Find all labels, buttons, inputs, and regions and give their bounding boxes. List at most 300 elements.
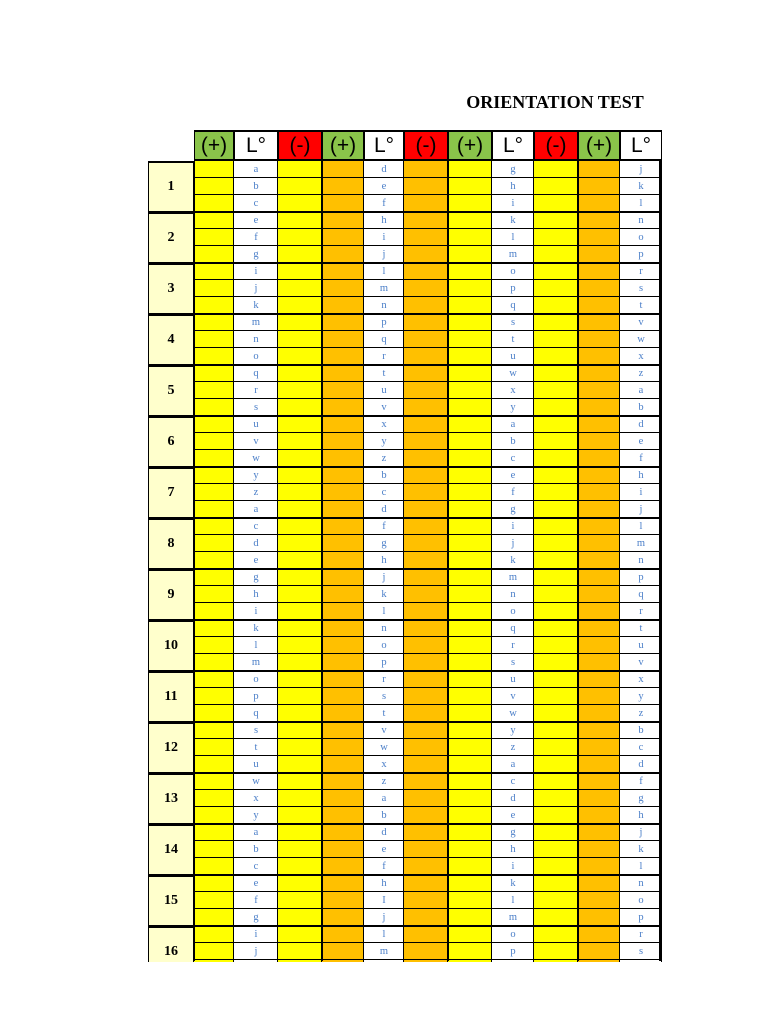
letter-label: j — [639, 827, 643, 838]
answer-cell — [278, 892, 322, 909]
letter-label: l — [639, 198, 643, 209]
letter-label: n — [638, 878, 644, 889]
letter-label: e — [638, 436, 644, 447]
letter-label: j — [382, 912, 386, 923]
answer-cell — [278, 348, 322, 365]
letter-label: m — [251, 657, 261, 668]
letter-label: i — [511, 198, 515, 209]
answer-cell — [322, 280, 364, 297]
answer-cell — [404, 246, 448, 263]
answer-cell — [404, 280, 448, 297]
letter-label: n — [253, 334, 259, 345]
answer-cell — [448, 195, 492, 212]
answer-cell — [578, 484, 620, 501]
column-divider — [193, 161, 195, 961]
letter-label: q — [253, 708, 259, 719]
answer-cell — [578, 841, 620, 858]
answer-cell — [448, 280, 492, 297]
answer-cell — [578, 586, 620, 603]
answer-cell — [534, 501, 578, 518]
answer-cell — [448, 263, 492, 280]
letter-label: x — [638, 351, 644, 362]
answer-cell — [578, 875, 620, 892]
answer-cell — [278, 841, 322, 858]
answer-cell — [448, 535, 492, 552]
answer-cell — [404, 909, 448, 926]
answer-cell — [194, 807, 234, 824]
answer-cell — [448, 671, 492, 688]
letter-label: r — [254, 385, 258, 396]
row-number: 3 — [148, 263, 194, 314]
answer-cell — [578, 518, 620, 535]
answer-cell — [448, 858, 492, 875]
answer-cell — [578, 331, 620, 348]
letter-label: f — [511, 487, 515, 498]
letter-label: r — [639, 929, 643, 940]
answer-cell — [404, 229, 448, 246]
group-divider — [194, 670, 662, 672]
answer-cell — [322, 450, 364, 467]
table-row-group — [148, 467, 662, 518]
letter-label: z — [381, 776, 387, 787]
answer-cell — [194, 399, 234, 416]
answer-cell — [194, 875, 234, 892]
letter-label: k — [253, 300, 259, 311]
letter-label: z — [638, 708, 644, 719]
answer-cell — [578, 620, 620, 637]
answer-cell — [194, 790, 234, 807]
answer-cell — [322, 331, 364, 348]
answer-cell — [448, 620, 492, 637]
letter-label: r — [639, 606, 643, 617]
answer-cell — [194, 960, 234, 962]
answer-cell — [278, 960, 322, 962]
answer-cell — [578, 892, 620, 909]
answer-cell — [194, 314, 234, 331]
answer-cell — [448, 909, 492, 926]
group-divider — [194, 211, 662, 213]
answer-cell — [194, 518, 234, 535]
answer-cell — [448, 382, 492, 399]
row-number: 5 — [148, 365, 194, 416]
answer-cell — [404, 586, 448, 603]
letter-label: k — [510, 878, 516, 889]
answer-cell — [534, 569, 578, 586]
answer-cell — [578, 450, 620, 467]
header-cell-lo: L° — [620, 130, 662, 161]
answer-cell — [234, 960, 278, 962]
column-divider — [447, 161, 449, 961]
answer-cell — [404, 943, 448, 960]
header-cell-minus: (-) — [534, 130, 578, 161]
answer-cell — [278, 926, 322, 943]
letter-label: b — [253, 181, 259, 192]
answer-cell — [534, 535, 578, 552]
answer-cell — [534, 739, 578, 756]
row-number: 10 — [148, 620, 194, 671]
answer-cell — [448, 348, 492, 365]
letter-label: w — [252, 776, 260, 787]
answer-cell — [448, 484, 492, 501]
letter-label: p — [638, 572, 644, 583]
answer-cell — [194, 450, 234, 467]
header-cell-minus: (-) — [404, 130, 448, 161]
answer-cell — [448, 365, 492, 382]
answer-cell — [278, 178, 322, 195]
answer-cell — [194, 280, 234, 297]
answer-cell — [578, 501, 620, 518]
letter-label: m — [508, 912, 518, 923]
letter-label: v — [510, 691, 516, 702]
answer-cell — [194, 552, 234, 569]
letter-label: w — [380, 742, 388, 753]
letter-label: z — [381, 453, 387, 464]
letter-label: d — [638, 759, 644, 770]
letter-label: f — [639, 453, 643, 464]
answer-cell — [534, 229, 578, 246]
answer-cell — [448, 246, 492, 263]
letter-label: z — [253, 487, 259, 498]
letter-label: n — [381, 300, 387, 311]
answer-cell — [278, 620, 322, 637]
answer-cell — [534, 705, 578, 722]
answer-cell — [278, 535, 322, 552]
answer-cell — [278, 382, 322, 399]
answer-cell — [194, 365, 234, 382]
answer-cell — [278, 195, 322, 212]
letter-label: l — [382, 929, 386, 940]
letter-label: v — [638, 317, 644, 328]
answer-cell — [278, 263, 322, 280]
letter-label: a — [510, 759, 516, 770]
header-cell-plus: (+) — [448, 130, 492, 161]
answer-cell — [534, 773, 578, 790]
answer-cell — [322, 365, 364, 382]
answer-cell — [194, 586, 234, 603]
answer-cell — [322, 688, 364, 705]
answer-cell — [404, 858, 448, 875]
letter-label: f — [639, 776, 643, 787]
answer-cell — [404, 807, 448, 824]
group-divider — [194, 823, 662, 825]
answer-cell — [404, 382, 448, 399]
letter-label: n — [381, 623, 387, 634]
answer-cell — [404, 790, 448, 807]
letter-label: c — [253, 521, 259, 532]
answer-cell — [322, 501, 364, 518]
answer-cell — [448, 229, 492, 246]
answer-cell — [404, 569, 448, 586]
letter-label: v — [638, 657, 644, 668]
answer-cell — [534, 552, 578, 569]
letter-label: s — [638, 283, 644, 294]
row-number: 8 — [148, 518, 194, 569]
answer-cell — [404, 722, 448, 739]
group-divider — [194, 925, 662, 927]
answer-cell — [578, 535, 620, 552]
answer-cell — [448, 739, 492, 756]
answer-cell — [322, 722, 364, 739]
letter-label: t — [511, 334, 515, 345]
answer-cell — [534, 722, 578, 739]
answer-cell — [322, 314, 364, 331]
letter-label: w — [252, 453, 260, 464]
letter-label: o — [253, 674, 259, 685]
answer-cell — [194, 756, 234, 773]
answer-cell — [534, 518, 578, 535]
answer-cell — [194, 161, 234, 178]
header-cell-plus: (+) — [194, 130, 234, 161]
answer-cell — [578, 722, 620, 739]
letter-label: l — [639, 861, 643, 872]
answer-cell — [534, 824, 578, 841]
row-number: 16 — [148, 926, 194, 962]
letter-label: e — [253, 555, 259, 566]
answer-cell — [278, 331, 322, 348]
answer-cell — [194, 671, 234, 688]
letter-label: p — [510, 946, 516, 957]
group-divider — [194, 364, 662, 366]
answer-cell — [534, 178, 578, 195]
letter-label: g — [510, 164, 516, 175]
answer-cell — [278, 501, 322, 518]
answer-cell — [404, 637, 448, 654]
answer-cell — [404, 195, 448, 212]
answer-cell — [534, 212, 578, 229]
answer-cell — [322, 739, 364, 756]
letter-label: o — [510, 929, 516, 940]
answer-cell — [448, 688, 492, 705]
row-number: 13 — [148, 773, 194, 824]
letter-label: c — [381, 487, 387, 498]
letter-label: i — [254, 929, 258, 940]
answer-cell — [448, 705, 492, 722]
answer-cell — [620, 960, 662, 962]
answer-cell — [578, 246, 620, 263]
answer-cell — [194, 637, 234, 654]
letter-label: c — [253, 861, 259, 872]
letter-label: p — [381, 657, 387, 668]
column-divider — [659, 161, 661, 961]
answer-cell — [448, 450, 492, 467]
answer-cell — [322, 382, 364, 399]
answer-cell — [448, 824, 492, 841]
letter-label: a — [510, 419, 516, 430]
letter-label: t — [382, 708, 386, 719]
answer-cell — [404, 297, 448, 314]
answer-cell — [278, 450, 322, 467]
letter-label: c — [253, 198, 259, 209]
letter-label: e — [510, 810, 516, 821]
answer-cell — [194, 484, 234, 501]
row-number: 9 — [148, 569, 194, 620]
answer-cell — [278, 705, 322, 722]
answer-cell — [448, 960, 492, 962]
letter-label: o — [638, 232, 644, 243]
answer-cell — [578, 671, 620, 688]
answer-cell — [322, 943, 364, 960]
answer-cell — [278, 518, 322, 535]
answer-cell — [322, 875, 364, 892]
answer-cell — [364, 960, 404, 962]
group-divider — [194, 619, 662, 621]
letter-label: v — [381, 725, 387, 736]
letter-label: c — [510, 453, 516, 464]
letter-label: a — [381, 793, 387, 804]
letter-label: u — [510, 674, 516, 685]
answer-cell — [278, 756, 322, 773]
answer-cell — [578, 909, 620, 926]
answer-cell — [448, 892, 492, 909]
answer-cell — [278, 603, 322, 620]
group-divider — [194, 568, 662, 570]
answer-cell — [448, 569, 492, 586]
answer-cell — [578, 399, 620, 416]
row-number: 7 — [148, 467, 194, 518]
letter-label: s — [253, 402, 259, 413]
answer-cell — [194, 909, 234, 926]
answer-cell — [404, 620, 448, 637]
letter-label: q — [510, 300, 516, 311]
answer-cell — [278, 552, 322, 569]
answer-cell — [194, 569, 234, 586]
group-divider — [194, 262, 662, 264]
answer-cell — [578, 263, 620, 280]
answer-cell — [278, 365, 322, 382]
header-cell-lo: L° — [364, 130, 404, 161]
answer-cell — [404, 552, 448, 569]
letter-label: w — [637, 334, 645, 345]
answer-cell — [448, 722, 492, 739]
answer-cell — [194, 416, 234, 433]
letter-label: i — [511, 861, 515, 872]
answer-cell — [194, 382, 234, 399]
letter-label: s — [638, 946, 644, 957]
letter-label: l — [382, 606, 386, 617]
letter-label: w — [509, 708, 517, 719]
answer-cell — [194, 501, 234, 518]
answer-cell — [404, 654, 448, 671]
answer-cell — [534, 875, 578, 892]
answer-cell — [322, 807, 364, 824]
answer-cell — [404, 739, 448, 756]
answer-cell — [322, 926, 364, 943]
answer-cell — [534, 858, 578, 875]
answer-cell — [278, 858, 322, 875]
row-number: 11 — [148, 671, 194, 722]
letter-label: s — [381, 691, 387, 702]
letter-label: l — [382, 266, 386, 277]
letter-label: e — [253, 878, 259, 889]
answer-cell — [534, 654, 578, 671]
answer-cell — [578, 824, 620, 841]
answer-cell — [448, 314, 492, 331]
answer-cell — [534, 620, 578, 637]
header-row — [194, 130, 662, 161]
letter-label: b — [381, 470, 387, 481]
letter-label: a — [253, 827, 259, 838]
answer-cell — [534, 161, 578, 178]
letter-label: r — [382, 674, 386, 685]
group-divider — [194, 415, 662, 417]
letter-label: u — [510, 351, 516, 362]
answer-cell — [578, 654, 620, 671]
letter-label: h — [638, 810, 644, 821]
answer-cell — [404, 875, 448, 892]
answer-cell — [278, 909, 322, 926]
answer-cell — [578, 280, 620, 297]
answer-cell — [404, 178, 448, 195]
answer-cell — [278, 569, 322, 586]
letter-label: x — [638, 674, 644, 685]
letter-label: h — [381, 878, 387, 889]
answer-cell — [404, 365, 448, 382]
answer-cell — [534, 586, 578, 603]
answer-cell — [448, 467, 492, 484]
answer-cell — [278, 399, 322, 416]
answer-cell — [404, 773, 448, 790]
letter-label: j — [254, 946, 258, 957]
letter-label: a — [253, 504, 259, 515]
letter-label: k — [638, 181, 644, 192]
answer-cell — [322, 433, 364, 450]
answer-cell — [278, 484, 322, 501]
letter-label: s — [510, 317, 516, 328]
answer-cell — [194, 739, 234, 756]
letter-label: d — [253, 538, 259, 549]
answer-cell — [448, 552, 492, 569]
letter-label: r — [382, 351, 386, 362]
group-divider — [194, 313, 662, 315]
letter-label: d — [381, 164, 387, 175]
answer-cell — [404, 603, 448, 620]
answer-cell — [448, 178, 492, 195]
answer-cell — [534, 756, 578, 773]
answer-cell — [534, 348, 578, 365]
group-divider — [194, 517, 662, 519]
letter-label: y — [638, 691, 644, 702]
answer-cell — [534, 790, 578, 807]
answer-cell — [194, 297, 234, 314]
answer-cell — [404, 399, 448, 416]
row-number: 14 — [148, 824, 194, 875]
answer-cell — [448, 637, 492, 654]
answer-cell — [578, 178, 620, 195]
answer-cell — [322, 467, 364, 484]
answer-cell — [578, 926, 620, 943]
letter-label: c — [638, 742, 644, 753]
letter-label: x — [510, 385, 516, 396]
answer-cell — [448, 161, 492, 178]
answer-cell — [534, 297, 578, 314]
letter-label: l — [511, 895, 515, 906]
answer-cell — [448, 773, 492, 790]
letter-label: l — [639, 521, 643, 532]
answer-cell — [578, 229, 620, 246]
letter-label: g — [253, 572, 259, 583]
letter-label: g — [510, 827, 516, 838]
letter-label: m — [508, 572, 518, 583]
answer-cell — [194, 535, 234, 552]
letter-label: r — [639, 266, 643, 277]
answer-cell — [534, 263, 578, 280]
answer-cell — [194, 773, 234, 790]
answer-cell — [278, 773, 322, 790]
letter-label: i — [382, 232, 386, 243]
table-row-group — [148, 365, 662, 416]
letter-label: h — [253, 589, 259, 600]
row-number: 15 — [148, 875, 194, 926]
